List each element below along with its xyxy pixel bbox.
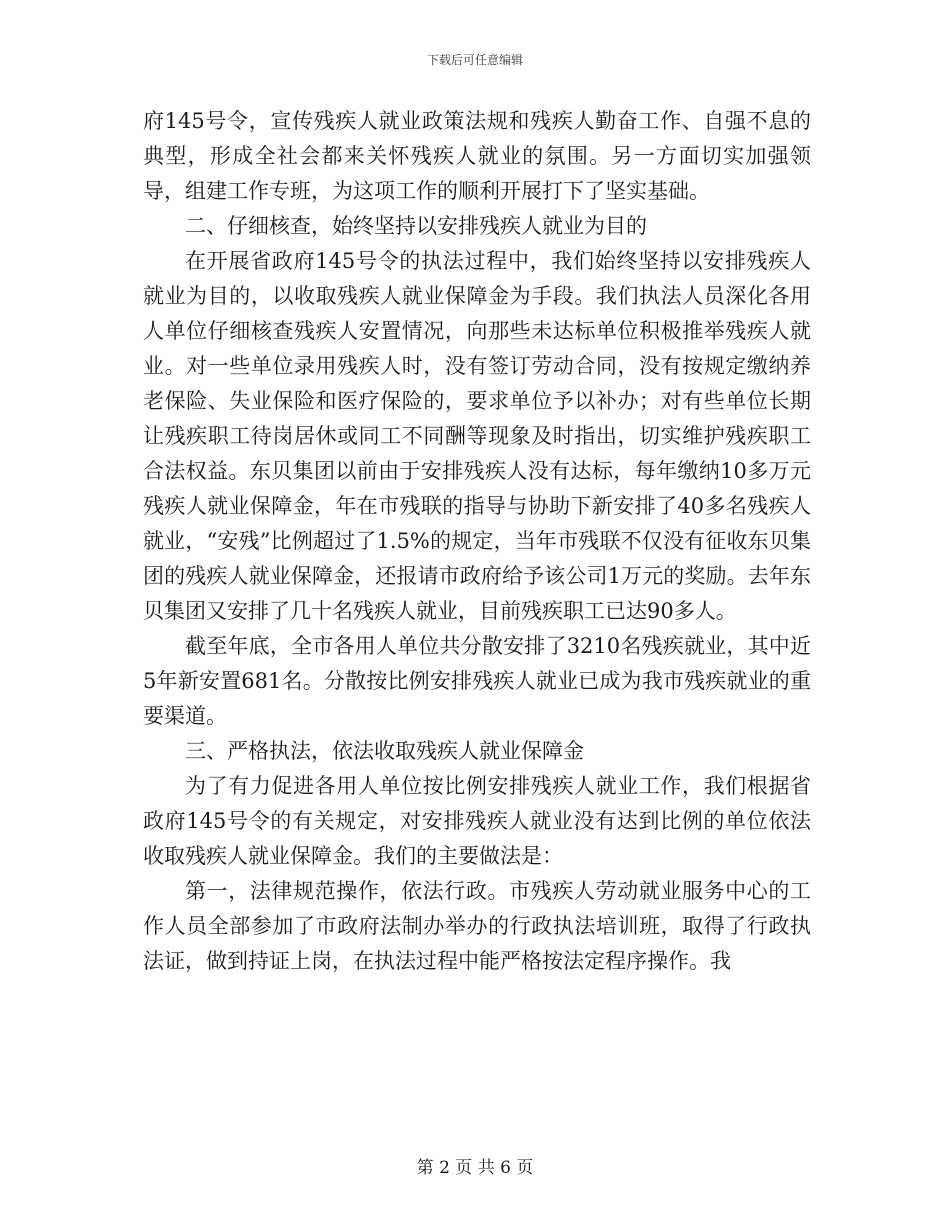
paragraph: 为了有力促进各用人单位按比例安排残疾人就业工作，我们根据省政府145号令的有关规定，对安排残疾人就业没有达到比例的单位依法收取残疾人就业保障金。我们的主要做法是： [143,774,811,868]
paragraph: 第一，法律规范操作，依法行政。市残疾人劳动就业服务中心的工作人员全部参加了市政府法制办举办的行政执法培训班，取得了行政执法证，做到持证上岗，在执法过程中能严格按法定程序操作。我 [143,879,811,973]
section-heading-3: 三、严格执法，依法收取残疾人就业保障金 [185,739,584,763]
section-heading-2: 二、仔细核查，始终坚持以安排残疾人就业为目的 [185,214,647,238]
document-body [143,104,811,979]
paragraph-continuation: 府145号令，宣传残疾人就业政策法规和残疾人勤奋工作、自强不息的典型，形成全社会都来关怀残疾人就业的氛围。另一方面切实加强领导，组建工作专班，为这项工作的顺利开展打下了坚实基础。 [143,109,811,203]
paragraph: 截至年底，全市各用人单位共分散安排了3210名残疾就业，其中近5年新安置681名。分散按比例安排残疾人就业已成为我市残疾就业的重要渠道。 [143,634,811,728]
page-number: 第 2 页 共 6 页 [416,1158,534,1178]
paragraph: 在开展省政府145号令的执法过程中，我们始终坚持以安排残疾人就业为目的，以收取残疾人就业保障金为手段。我们执法人员深化各用人单位仔细核查残疾人安置情况，向那些未达标单位积极推举残疾人就业。对一些单位录用残疾人时，没有签订劳动合同，没有按规定缴纳养老保险、失业保险和医疗保险的，要求单位予以补办；对有些单位长期让残疾职工待岗居休或同工不同酬等现象及时指出，切实维护残疾职工合法权益。东贝集团以前由于安排残疾人没有达标，每年缴纳10多万元残疾人就业保障金，年在市残联的指导与协助下新安排了40多名残疾人就业，“安残”比例超过了1.5%的规定，当年市残联不仅没有征收东贝集团的残疾人就业保障金，还报请市政府给予该公司1万元的奖励。去年东贝集团又安排了几十名残疾人就业，目前残疾职工已达90多人。 [143,249,811,623]
page-header-note: 下载后可任意编辑 [426,53,523,67]
